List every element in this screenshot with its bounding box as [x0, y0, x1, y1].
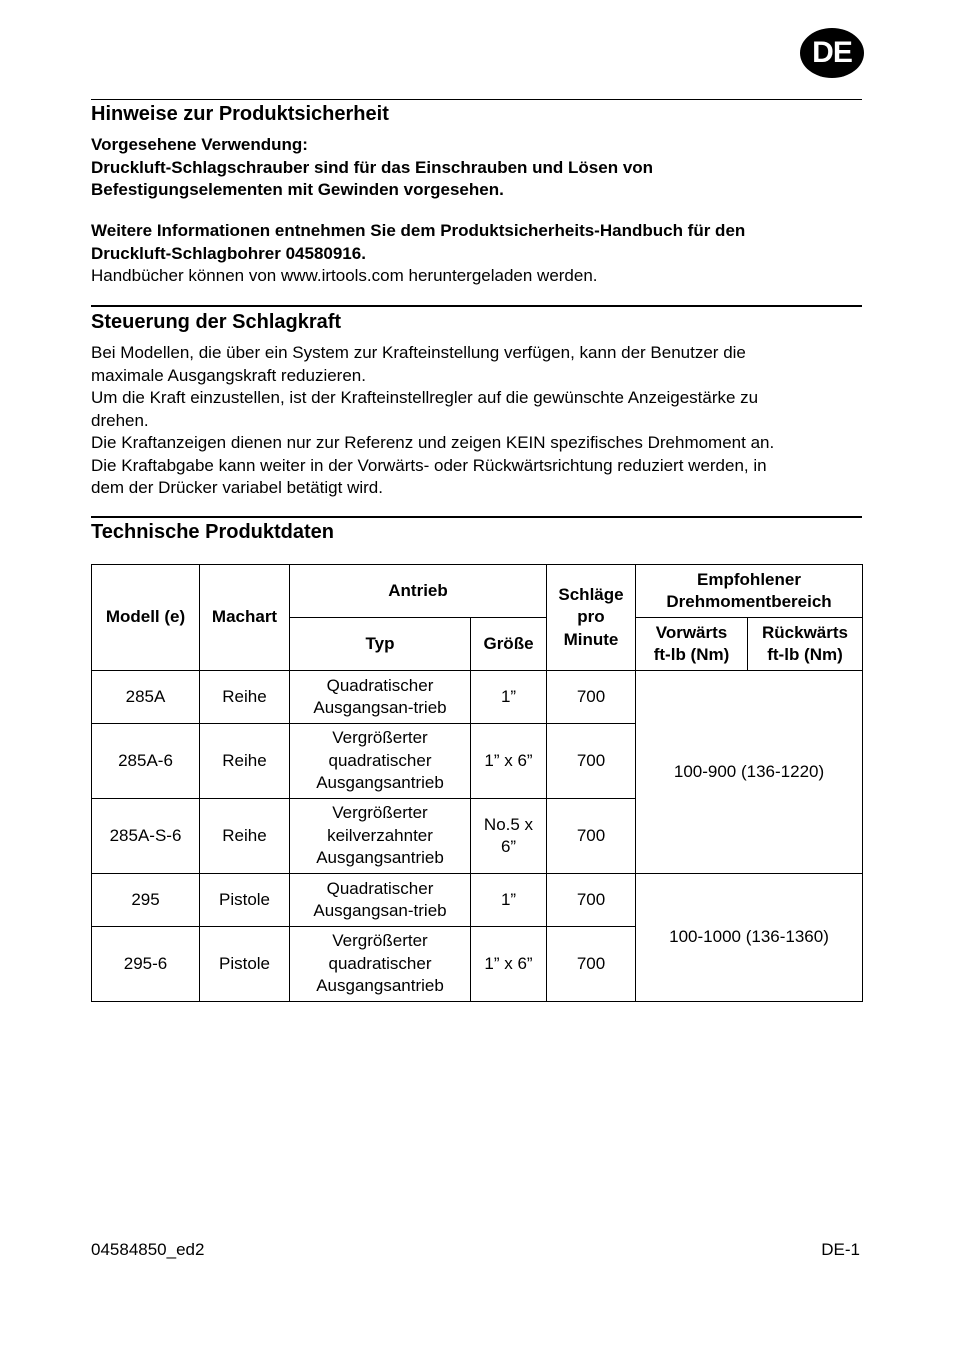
text-line: Weitere Informationen entnehmen Sie dem Produktsicherheits-Handbuch für den [91, 221, 746, 240]
cell-drive [290, 874, 471, 927]
cell-line: quadratischer [328, 953, 432, 973]
text-line: Um die Kraft einzustellen, ist der Krafteinstellregler auf die gewünschte Anzeigestärke zu [91, 388, 759, 407]
cell-type: Reihe [200, 799, 290, 874]
cell-model: 295 [92, 874, 200, 927]
cell-line: Ausgangsan-trieb [313, 901, 447, 920]
header-type: Machart [200, 565, 290, 671]
cell-line: 1” x 6” [484, 750, 533, 770]
section-heading-impact-control: Steuerung der Schlagkraft [91, 311, 342, 333]
text-line: Druckluft-Schlagbohrer 04580916. [91, 243, 366, 263]
header-line: Schläge [558, 584, 624, 604]
header-blows-per-minute [547, 565, 636, 671]
cell-size [471, 799, 547, 874]
page-number: DE-1 [821, 1240, 860, 1259]
cell-type: Reihe [200, 724, 290, 799]
text-line: drehen. [91, 410, 149, 430]
cell-type: Reihe [200, 671, 290, 724]
specifications-table [91, 564, 863, 1002]
cell-line: 6” [500, 837, 517, 856]
text-line: maximale Ausgangskraft reduzieren. [91, 365, 366, 385]
cell-line: Ausgangsantrieb [316, 773, 444, 793]
cell-bpm: 700 [547, 927, 636, 1002]
text-line: Die Kraftabgabe kann weiter in der Vorwärts- oder Rückwärtsrichtung reduziert werden, in [91, 455, 767, 475]
cell-drive [290, 671, 471, 724]
text-line: dem der Drücker variabel betätigt wird. [91, 478, 383, 497]
text-line: Befestigungselementen mit Gewinden vorgesehen. [91, 180, 504, 199]
cell-line: Vergrößerter [332, 728, 428, 748]
cell-line: Vergrößerter [332, 931, 428, 951]
cell-drive [290, 927, 471, 1002]
section-heading-specifications: Technische Produktdaten [91, 521, 335, 543]
cell-model: 285A-6 [92, 724, 200, 799]
header-torque-range [636, 565, 863, 618]
cell-size [471, 671, 547, 724]
cell-line: 1” x 6” [484, 953, 533, 973]
header-line: Minute [563, 629, 619, 649]
cell-size [471, 724, 547, 799]
intended-use-text [91, 134, 866, 202]
header-reverse [748, 618, 863, 671]
text-line: Die Kraftanzeigen dienen nur zur Referenz und zeigen KEIN spezifisches Drehmoment an. [91, 433, 775, 452]
header-line: Rückwärts [762, 622, 848, 642]
cell-drive [290, 724, 471, 799]
section-divider [91, 305, 862, 307]
cell-bpm: 700 [547, 799, 636, 874]
section-heading-product-safety: Hinweise zur Produktsicherheit [91, 103, 389, 125]
section-divider [91, 516, 862, 518]
header-line: Vorwärts [655, 622, 728, 642]
cell-model: 295-6 [92, 927, 200, 1002]
cell-line: Ausgangsantrieb [316, 976, 444, 996]
cell-line: Ausgangsantrieb [316, 848, 444, 868]
header-line: ft-lb (Nm) [767, 645, 843, 664]
header-drive: Antrieb [290, 565, 547, 618]
cell-line: Quadratischer [326, 878, 434, 898]
cell-line: No.5 x [483, 814, 534, 834]
cell-bpm: 700 [547, 874, 636, 927]
text-line: Bei Modellen, die über ein System zur Krafteinstellung verfügen, kann der Benutzer die [91, 343, 746, 362]
text-line: Handbücher können von www.irtools.com heruntergeladen werden. [91, 266, 598, 285]
cell-size [471, 927, 547, 1002]
language-badge: DE [800, 28, 864, 78]
header-line: pro [577, 607, 605, 627]
cell-bpm: 700 [547, 724, 636, 799]
cell-type: Pistole [200, 927, 290, 1002]
cell-bpm: 700 [547, 671, 636, 724]
header-model: Modell (e) [92, 565, 200, 671]
cell-line: Ausgangsan-trieb [313, 698, 447, 717]
header-drive-size: Größe [471, 618, 547, 671]
cell-line: Quadratischer [326, 675, 434, 695]
cell-line: Vergrößerter [332, 803, 428, 823]
text-line: Vorgesehene Verwendung: [91, 135, 308, 154]
header-line: Empfohlener [697, 569, 801, 589]
more-info-text [91, 220, 866, 288]
header-line: ft-lb (Nm) [653, 645, 730, 664]
cell-drive [290, 799, 471, 874]
document-number: 04584850_ed2 [91, 1240, 205, 1259]
table-row [92, 874, 863, 927]
table-row [92, 671, 863, 724]
cell-model: 285A-S-6 [92, 799, 200, 874]
cell-line: 1” [500, 686, 517, 706]
impact-control-text [91, 342, 866, 500]
header-line: Drehmomentbereich [666, 592, 832, 611]
cell-type: Pistole [200, 874, 290, 927]
cell-torque-range: 100-1000 (136-1360) [636, 874, 863, 1002]
cell-size [471, 874, 547, 927]
cell-model: 285A [92, 671, 200, 724]
text-line: Druckluft-Schlagschrauber sind für das Einschrauben und Lösen von [91, 157, 654, 177]
cell-line: keilverzahnter [327, 825, 433, 845]
section-divider [91, 99, 862, 100]
cell-line: quadratischer [328, 750, 432, 770]
header-forward [636, 618, 748, 671]
cell-torque-range: 100-900 (136-1220) [636, 671, 863, 874]
cell-line: 1” [500, 889, 517, 909]
header-drive-type: Typ [290, 618, 471, 671]
